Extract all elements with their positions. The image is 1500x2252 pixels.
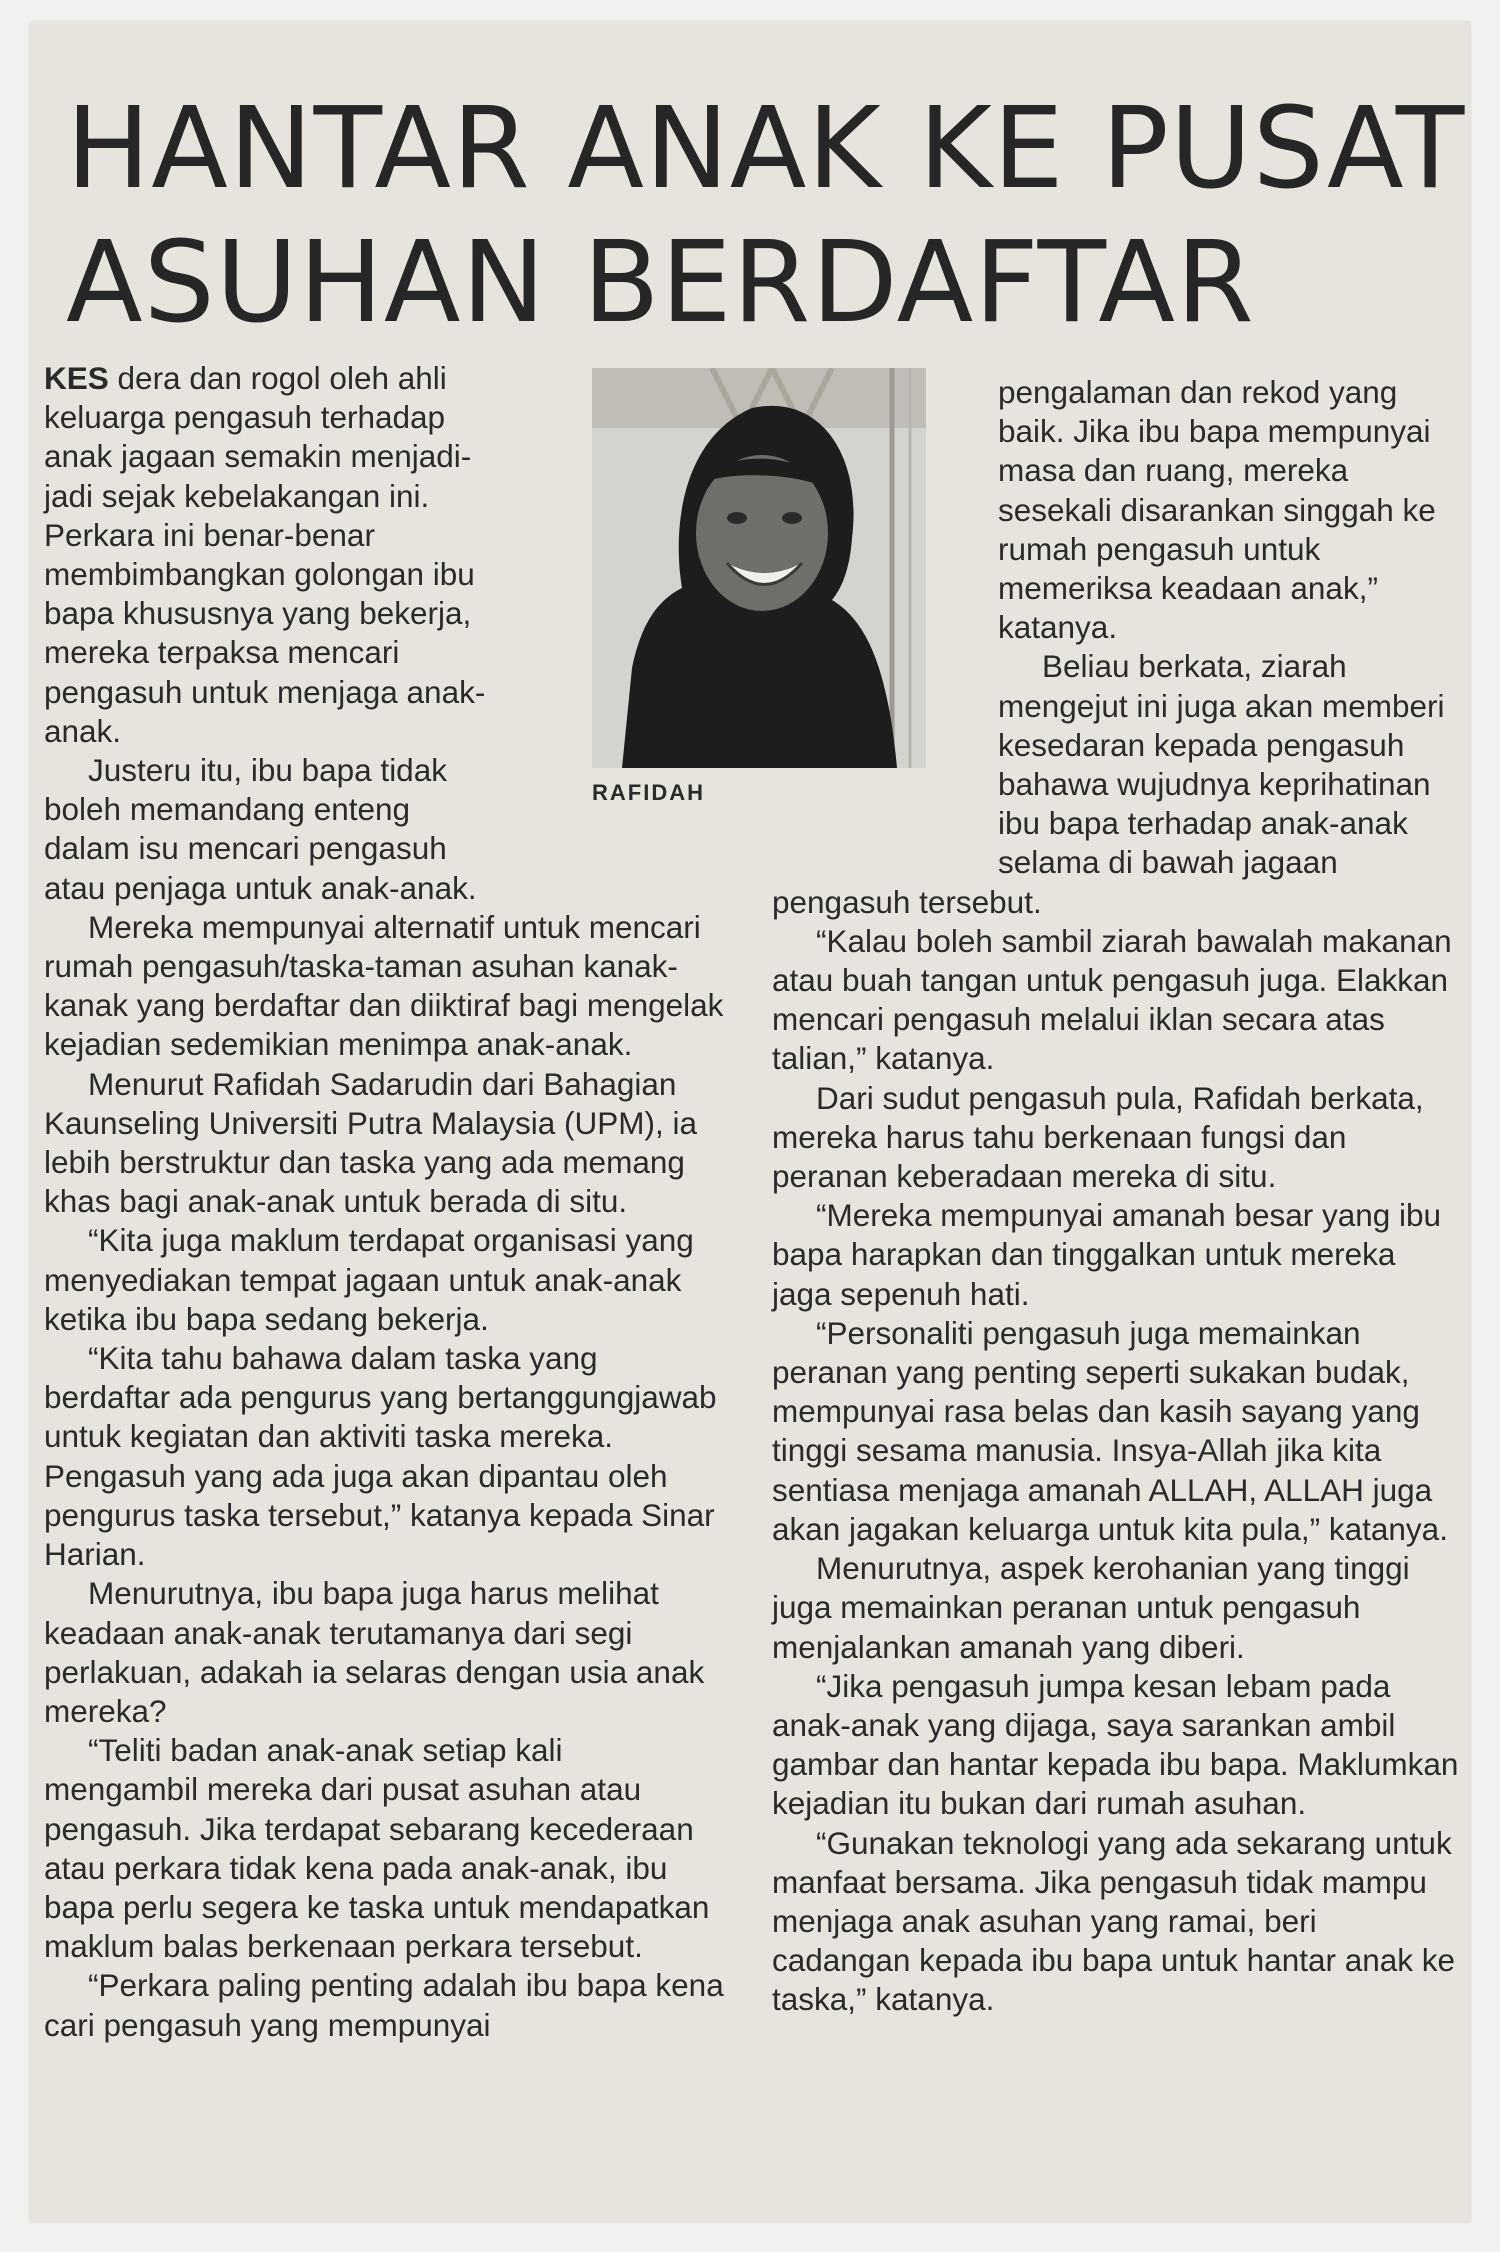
lead-text: dera dan rogol oleh ahli keluarga pengasuh terhadap anak jagaan semakin menjadi-jadi sejak kebelakangan ini. Perkara ini benar-benar membimbangkan golongan ibu bapa khususnya yang bekerja, mereka terpaksa mencari pengasuh untuk menjaga anak-anak. (44, 360, 486, 749)
newspaper-clipping (30, 22, 1470, 2222)
headline-line-2: ASUHAN BERDAFTAR (66, 218, 1255, 348)
paragraph: “Perkara paling penting adalah ibu bapa kena cari pengasuh yang mempunyai (44, 1967, 724, 2043)
lead-word: KES (44, 360, 109, 396)
paragraph: “Kita juga maklum terdapat organisasi yang menyediakan tempat jagaan untuk anak-anak ketika ibu bapa sedang bekerja. (44, 1222, 694, 1337)
paragraph: “Teliti badan anak-anak setiap kali mengambil mereka dari pusat asuhan atau pengasuh. Jika terdapat sebarang kecederaan atau perkara tidak kena pada anak-anak, ibu bapa perlu segera ke taska untuk mendapatkan maklum balas berkenaan perkara tersebut. (44, 1732, 710, 1965)
paragraph: Menurutnya, aspek kerohanian yang tinggi juga memainkan peranan untuk pengasuh menjalankan amanah yang diberi. (772, 1550, 1410, 1665)
paragraph: “Gunakan teknologi yang ada sekarang untuk manfaat bersama. Jika pengasuh tidak mampu menjaga anak asuhan yang ramai, beri cadangan kepada ibu bapa untuk hantar anak ke taska,” katanya. (772, 1824, 1456, 2018)
headline (66, 82, 1466, 350)
headline-line-1: HANTAR ANAK KE PUSAT (66, 84, 1466, 214)
paragraph: Beliau berkata, ziarah mengejut ini juga akan memberi kesedaran kepada pengasuh bahawa wujudnya keprihatinan ibu bapa terhadap anak-anak selama di bawah jagaan pengasuh tersebut. (772, 648, 1445, 920)
paragraph: Menurutnya, ibu bapa juga harus melihat keadaan anak-anak terutamanya dari segi perlakuan, adakah ia selaras dengan usia anak mereka? (44, 1575, 705, 1729)
paragraph: Menurut Rafidah Sadarudin dari Bahagian Kaunseling Universiti Putra Malaysia (UPM), ia lebih berstruktur dan taska yang ada memang khas bagi anak-anak untuk berada di situ. (44, 1065, 697, 1220)
photo-spacer (772, 373, 998, 867)
paragraph: “Mereka mempunyai amanah besar yang ibu bapa harapkan dan tinggalkan untuk mereka jaga sepenuh hati. (772, 1197, 1442, 1312)
paragraph: “Personaliti pengasuh juga memainkan peranan yang penting seperti sukakan budak, mempunyai rasa belas dan kasih sayang yang tinggi sesama manusia. Insya-Allah jika kita sentiasa menjaga amanah ALLAH, ALLAH juga akan jagakan keluarga untuk kita pula,” katanya. (772, 1314, 1448, 1547)
paragraph: Mereka mempunyai alternatif untuk mencari rumah pengasuh/taska-taman asuhan kanak-kanak yang berdaftar dan diiktiraf bagi mengelak kejadian sedemikian menimpa anak-anak. (44, 908, 724, 1063)
paragraph: “Jika pengasuh jumpa kesan lebam pada anak-anak yang dijaga, saya sarankan ambil gambar dan hantar kepada ibu bapa. Maklumkan kejadian itu bukan dari rumah asuhan. (772, 1667, 1459, 1822)
article-column-right (772, 373, 1462, 2020)
paragraph: “Kalau boleh sambil ziarah bawalah makanan atau buah tangan untuk pengasuh juga. Elakkan mencari pengasuh melalui iklan secara atas talian,” katanya. (772, 922, 1452, 1077)
photo-caption: RAFIDAH (592, 780, 705, 805)
paragraph: Justeru itu, ibu bapa tidak boleh memandang enteng dalam isu mencari pengasuh atau penjaga untuk anak-anak. (44, 752, 477, 906)
paragraph: Dari sudut pengasuh pula, Rafidah berkata, mereka harus tahu berkenaan fungsi dan peranan keberadaan mereka di situ. (772, 1079, 1424, 1195)
paragraph: “Kita tahu bahawa dalam taska yang berdaftar ada pengurus yang bertanggungjawab untuk kegiatan dan aktiviti taska mereka. Pengasuh yang ada juga akan dipantau oleh pengurus taska tersebut,” katanya kepada Sinar Harian. (44, 1340, 717, 1573)
paragraph-continued: pengalaman dan rekod yang baik. Jika ibu bapa mempunyai masa dan ruang, mereka sesekali disarankan singgah ke rumah pengasuh untuk memeriksa keadaan anak,” katanya. (998, 374, 1436, 646)
